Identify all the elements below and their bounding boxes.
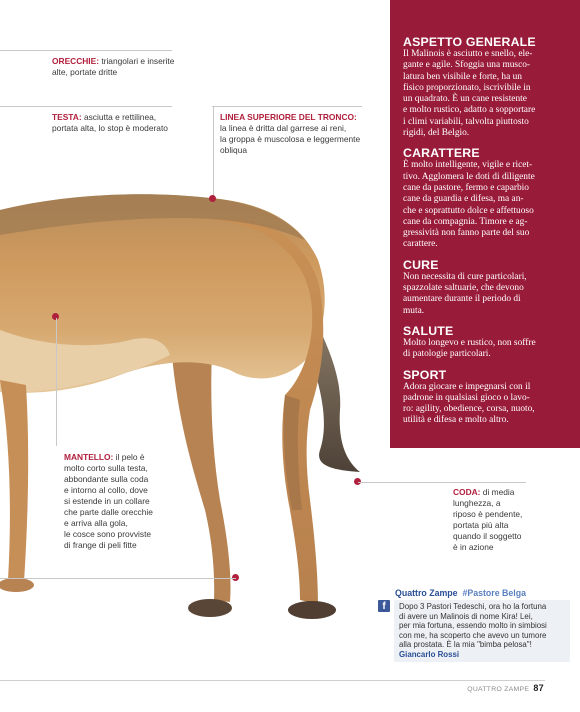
panel-line: che e soprattutto dolce e affettuoso (403, 205, 534, 216)
footer-magazine: QUATTRO ZAMPE (467, 686, 530, 693)
annotation-orecchie: ORECCHIE: triangolari e inserite alte, portate dritte (52, 56, 175, 77)
panel-section-title: ASPETTO GENERALE (403, 35, 536, 49)
panel-section-title: CURE (403, 257, 439, 272)
annotation-mantello: MANTELLO: il pelo è molto corto sulla testa, abbondante sulla coda e intorno al collo, dove si estende in un collare che parte dalle orecchie e arriva alla gola, le cosce sono provviste di frange di peli fitte (64, 452, 153, 550)
panel-line: È molto intelligente, vigile e ricet- (403, 160, 533, 171)
mantello-label: MANTELLO: (64, 452, 114, 462)
panel-section-title: SALUTE (403, 323, 454, 338)
panel-line: gressività non fanno parte del suo (403, 228, 530, 239)
orecchie-label: ORECCHIE: (52, 56, 99, 66)
fb-header (395, 588, 526, 598)
panel-line: gante e agile. Sfoggia una musco- (403, 60, 531, 71)
panel-line: carattere. (403, 239, 438, 250)
fb-brand: Quattro Zampe (395, 588, 458, 598)
panel-line: e molto rustico, adatto a sopportare (403, 105, 536, 116)
panel-line: latura ben visibile e forte, ha un (403, 71, 522, 82)
panel-content (403, 35, 568, 427)
panel-line: spazzolate saltuarie, che devono (403, 283, 524, 294)
panel-section-title: SPORT (403, 367, 447, 382)
panel-line: cane da guardia e difesa, ma an- (403, 194, 524, 205)
coda-label: CODA: (453, 487, 481, 497)
panel-line: un quadrato. È un cane resistente (403, 94, 527, 105)
panel-line: rigidi, del Belgio. (403, 128, 470, 139)
testa-label: TESTA: (52, 112, 82, 122)
panel-line: tivo. Agglomera le doti di diligente (403, 171, 535, 182)
panel-section-body (403, 382, 568, 427)
fb-comment-text: Dopo 3 Pastori Tedeschi, ora ho la fortuna di avere un Malinois di nome Kira! Lei, per mia fortuna, essendo molto in simbiosi con me, ha scoperto che avevo un tumore alla prostata. È la mia "bimba pelosa"! Giancarlo Rossi (399, 602, 547, 659)
linea-rule (212, 106, 362, 107)
facebook-icon[interactable]: f (378, 600, 390, 612)
panel-section-body (403, 272, 568, 317)
panel-line: Molto longevo e rustico, non soffre (403, 337, 536, 348)
mantello-pointer (56, 318, 57, 446)
panel-section-body (403, 160, 568, 250)
fb-hashtag[interactable]: #Pastore Belga (462, 588, 527, 598)
panel-line: utilità e difesa e molto altro. (403, 415, 509, 426)
panel-line: Non necessita di cure particolari, (403, 271, 527, 282)
breed-info-panel (390, 0, 580, 448)
footer-rule (0, 680, 545, 681)
linea-label: LINEA SUPERIORE DEL TRONCO: (220, 112, 357, 122)
annotation-testa: TESTA: asciutta e rettilinea, portata alta, lo stop è moderato (52, 112, 168, 133)
dog-illustration (0, 180, 380, 650)
orecchie-rule (0, 50, 172, 51)
page-footer (467, 683, 544, 693)
panel-line: cane da compagnia. Timore e ag- (403, 216, 528, 227)
panel-line: aumentare durante il periodo di (403, 294, 521, 305)
panel-line: di patologie particolari. (403, 349, 491, 360)
mantello-rule (0, 578, 236, 579)
panel-line: muta. (403, 305, 425, 316)
panel-section-body (403, 49, 568, 139)
panel-line: Adora giocare e impegnarsi con il (403, 381, 531, 392)
panel-line: fisico proporzionato, iscrivibile in (403, 82, 531, 93)
panel-line: Il Malinois è asciutto e snello, ele- (403, 49, 533, 59)
page-number: 87 (533, 683, 544, 693)
panel-line: cane da pastore, fermo e caparbio (403, 182, 529, 193)
fb-author: Giancarlo Rossi (399, 649, 460, 659)
topline-marker (209, 195, 216, 202)
testa-rule (0, 106, 172, 107)
panel-line: ro: agility, obedience, corsa, nuoto, (403, 404, 535, 415)
annotation-linea-superiore: LINEA SUPERIORE DEL TRONCO: la linea è dritta dal garrese ai reni, la groppa è muscolosa e leggermente obliqua (220, 112, 361, 155)
panel-line: padrone in qualsiasi gioco o lavo- (403, 392, 530, 403)
coda-rule (358, 482, 526, 483)
panel-section-body (403, 338, 568, 361)
panel-section-title: CARATTERE (403, 146, 480, 161)
annotation-coda: CODA: di media lunghezza, a riposo è pendente, portata più alta quando il soggetto è in azione (453, 487, 523, 552)
panel-line: i climi variabili, talvolta piuttosto (403, 116, 529, 127)
